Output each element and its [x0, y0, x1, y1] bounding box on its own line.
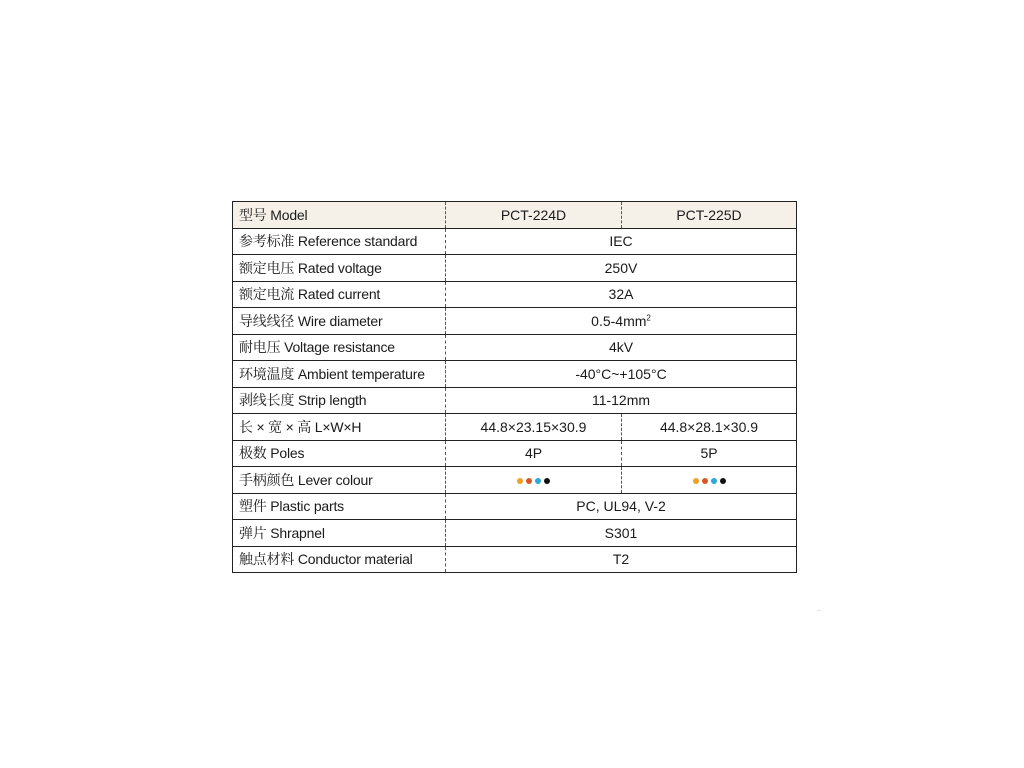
table-row — [233, 281, 797, 308]
background-speck — [817, 610, 821, 611]
lever-colour-label: 手柄颜色 Lever colour — [233, 467, 446, 494]
table-row — [233, 361, 797, 388]
table-row — [233, 387, 797, 414]
strip-length-label: 剥线长度 Strip length — [233, 387, 446, 414]
color-dot — [517, 478, 523, 484]
table-row — [233, 334, 797, 361]
table-row — [233, 228, 797, 255]
reference-standard-value: IEC — [446, 228, 797, 255]
rated-current-value: 32A — [446, 281, 797, 308]
table-row — [233, 308, 797, 335]
dimensions-value-b: 44.8×28.1×30.9 — [622, 414, 797, 441]
shrapnel-label: 弹片 Shrapnel — [233, 520, 446, 547]
color-dot — [535, 478, 541, 484]
strip-length-value: 11-12mm — [446, 387, 797, 414]
table-row — [233, 414, 797, 441]
ambient-temperature-value: -40°C~+105°C — [446, 361, 797, 388]
voltage-resistance-label: 耐电压 Voltage resistance — [233, 334, 446, 361]
specification-table — [232, 201, 797, 573]
wire-diameter-value: 0.5-4mm — [591, 312, 647, 329]
wire-diameter-label: 导线线径 Wire diameter — [233, 308, 446, 335]
conductor-material-value: T2 — [612, 551, 630, 568]
color-dot — [526, 478, 532, 484]
table-row — [233, 520, 797, 547]
model-a: PCT-224D — [446, 202, 622, 229]
lever-colour-b — [622, 467, 797, 494]
poles-label: 极数 Poles — [233, 440, 446, 467]
color-swatches-a — [517, 478, 550, 484]
lever-colour-a — [446, 467, 622, 494]
plastic-parts-value: PC, UL94, V-2 — [446, 493, 797, 520]
color-dot — [693, 478, 699, 484]
color-swatches-b — [693, 478, 726, 484]
color-dot — [544, 478, 550, 484]
wire-diameter-superscript: 2 — [646, 313, 651, 323]
table-row — [233, 546, 797, 573]
wire-diameter-cell — [446, 308, 797, 335]
color-dot — [702, 478, 708, 484]
model-b: PCT-225D — [622, 202, 797, 229]
voltage-resistance-value: 4kV — [446, 334, 797, 361]
dimensions-value-a: 44.8×23.15×30.9 — [446, 414, 622, 441]
color-dot — [720, 478, 726, 484]
ambient-temperature-label: 环境温度 Ambient temperature — [233, 361, 446, 388]
table-row — [233, 493, 797, 520]
table-row — [233, 440, 797, 467]
poles-value-a: 4P — [446, 440, 622, 467]
rated-voltage-label: 额定电压 Rated voltage — [233, 255, 446, 282]
shrapnel-value: S301 — [446, 520, 797, 547]
plastic-parts-label: 塑件 Plastic parts — [233, 493, 446, 520]
conductor-material-label: 触点材料 Conductor material — [233, 546, 446, 573]
color-dot — [711, 478, 717, 484]
model-label: 型号 Model — [233, 202, 446, 229]
table-row — [233, 255, 797, 282]
table-row — [233, 467, 797, 494]
rated-current-label: 额定电流 Rated current — [233, 281, 446, 308]
poles-value-b: 5P — [622, 440, 797, 467]
reference-standard-label: 参考标准 Reference standard — [233, 228, 446, 255]
dimensions-label: 长 × 宽 × 高 L×W×H — [233, 414, 446, 441]
rated-voltage-value: 250V — [446, 255, 797, 282]
header-row — [233, 202, 797, 229]
